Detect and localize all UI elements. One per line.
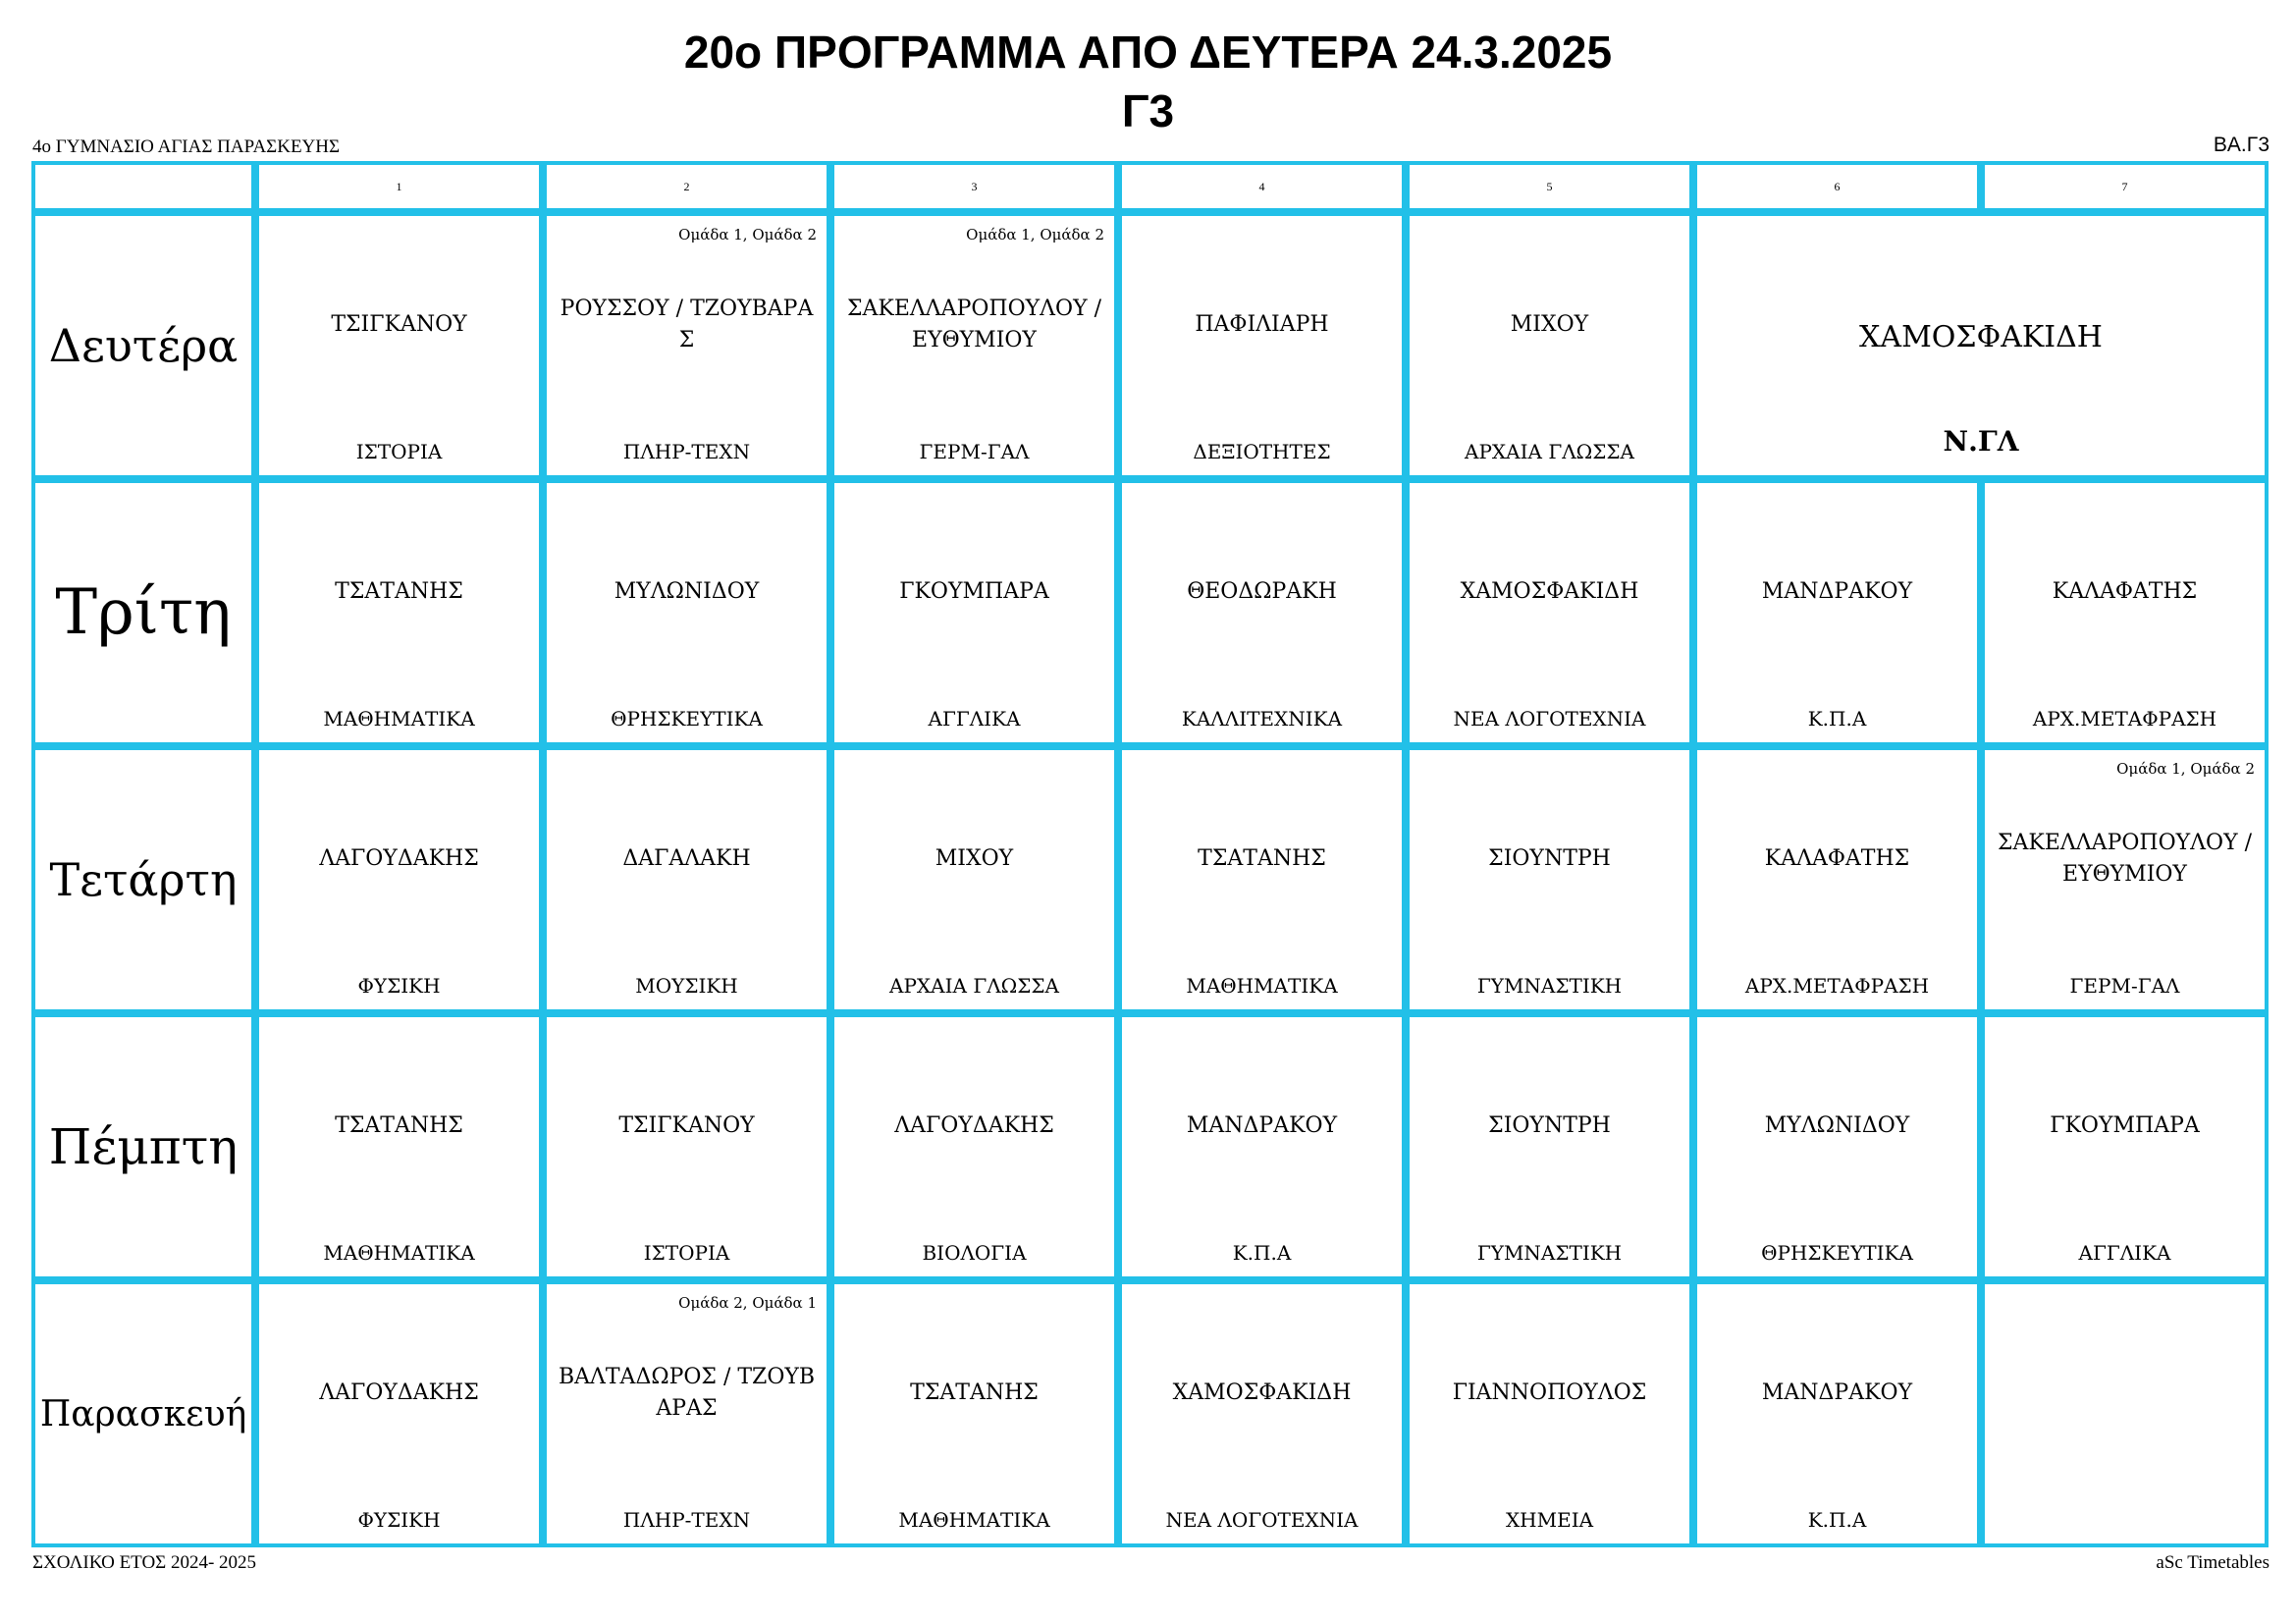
class-code: ΒΑ.Γ3 <box>2213 134 2269 156</box>
lesson-cell <box>543 479 830 746</box>
lesson-cell <box>1118 212 1406 479</box>
lesson-cell <box>1406 1280 1693 1547</box>
lesson-cell <box>1693 479 1981 746</box>
teacher-name: ΤΣΑΤΑΝΗΣ <box>910 1380 1039 1405</box>
lesson-cell <box>830 479 1118 746</box>
lesson-cell <box>830 1013 1118 1280</box>
subject-name: ΒΙΟΛΟΓΙΑ <box>922 1241 1027 1265</box>
class-name: Γ3 <box>1121 85 1175 136</box>
corner-cell <box>31 161 255 212</box>
subject-name: ΠΛΗΡ-ΤΕΧΝ <box>622 440 751 463</box>
lesson-cell <box>1406 1013 1693 1280</box>
subject-name: Κ.Π.Α <box>1232 1241 1292 1265</box>
lesson-cell <box>1981 479 2269 746</box>
lesson-cell <box>255 746 543 1013</box>
subject-name: ΜΑΘΗΜΑΤΙΚΑ <box>1186 974 1338 998</box>
subject-name: ΙΣΤΟΡΙΑ <box>643 1241 730 1265</box>
teacher-name: ΤΣΙΓΚΑΝΟΥ <box>618 1112 755 1138</box>
teacher-name: ΓΚΟΥΜΠΑΡΑ <box>899 578 1049 604</box>
teacher-name: ΡΟΥΣΣΟΥ / ΤΖΟΥΒΑΡΑΣ <box>560 296 814 352</box>
subject-name: ΓΕΡΜ-ΓΑΛ <box>2069 974 2180 998</box>
lesson-cell <box>1693 212 2269 479</box>
lesson-cell <box>830 746 1118 1013</box>
lesson-cell <box>1118 1013 1406 1280</box>
subject-name: ΑΡΧΑΙΑ ΓΛΩΣΣΑ <box>1465 440 1634 463</box>
lesson-cell <box>1118 746 1406 1013</box>
teacher-name: ΜΑΝΔΡΑΚΟΥ <box>1761 578 1913 604</box>
day-label: Τρίτη <box>31 479 255 746</box>
subject-name: ΑΡΧ.ΜΕΤΑΦΡΑΣΗ <box>2032 707 2217 730</box>
teacher-name: ΜΑΝΔΡΑΚΟΥ <box>1186 1112 1338 1138</box>
teacher-name: ΧΑΜΟΣΦΑΚΙΔΗ <box>1460 578 1639 604</box>
teacher-name: ΤΣΑΤΑΝΗΣ <box>1198 845 1326 871</box>
teacher-name: ΜΥΛΩΝΙΔΟΥ <box>614 578 760 604</box>
lesson-cell <box>1693 746 1981 1013</box>
day-label: Τετάρτη <box>31 746 255 1013</box>
day-label: Παρασκευή <box>31 1280 255 1547</box>
teacher-name: ΔΑΓΑΛΑΚΗ <box>622 845 751 871</box>
teacher-name: ΓΙΑΝΝΟΠΟΥΛΟΣ <box>1452 1380 1647 1405</box>
teacher-name: ΜΥΛΩΝΙΔΟΥ <box>1764 1112 1910 1138</box>
school-year: ΣΧΟΛΙΚΟ ΕΤΟΣ 2024- 2025 <box>32 1552 257 1573</box>
subject-name: ΠΛΗΡ-ΤΕΧΝ <box>622 1508 751 1532</box>
teacher-name: ΒΑΛΤΑΔΩΡΟΣ / ΤΖΟΥΒΑΡΑΣ <box>558 1364 816 1421</box>
subject-name: ΝΕΑ ΛΟΓΟΤΕΧΝΙΑ <box>1165 1508 1359 1532</box>
teacher-name: ΚΑΛΑΦΑΤΗΣ <box>2052 578 2198 604</box>
teacher-name: ΛΑΓΟΥΔΑΚΗΣ <box>319 1380 479 1405</box>
subject-name: ΜΑΘΗΜΑΤΙΚΑ <box>323 1241 475 1265</box>
lesson-cell <box>1981 746 2269 1013</box>
lesson-cell <box>1118 479 1406 746</box>
group-note: Ομάδα 2, Ομάδα 1 <box>678 1294 817 1312</box>
teacher-name: ΧΑΜΟΣΦΑΚΙΔΗ <box>1172 1380 1352 1405</box>
period-header: 5 <box>1406 161 1693 212</box>
teacher-name: ΓΚΟΥΜΠΑΡΑ <box>2050 1112 2200 1138</box>
teacher-name: ΣΑΚΕΛΛΑΡΟΠΟΥΛΟΥ / ΕΥΘΥΜΙΟΥ <box>1997 830 2253 887</box>
day-label: Πέμπτη <box>31 1013 255 1280</box>
subject-name: ΘΡΗΣΚΕΥΤΙΚΑ <box>611 707 763 730</box>
teacher-name: ΤΣΙΓΚΑΝΟΥ <box>331 311 467 337</box>
period-header: 1 <box>255 161 543 212</box>
teacher-name: ΜΙΧΟΥ <box>934 845 1014 871</box>
teacher-name: ΘΕΟΔΩΡΑΚΗ <box>1187 578 1337 604</box>
subject-name: ΑΡΧ.ΜΕΤΑΦΡΑΣΗ <box>1744 974 1930 998</box>
lesson-cell <box>543 1280 830 1547</box>
subject-name: ΦΥΣΙΚΗ <box>357 1508 441 1532</box>
lesson-cell <box>255 479 543 746</box>
period-header: 2 <box>543 161 830 212</box>
subject-name: ΜΑΘΗΜΑΤΙΚΑ <box>323 707 475 730</box>
day-label: Δευτέρα <box>31 212 255 479</box>
lesson-cell <box>830 212 1118 479</box>
subject-name: ΓΕΡΜ-ΓΑΛ <box>919 440 1030 463</box>
subject-name: ΘΡΗΣΚΕΥΤΙΚΑ <box>1761 1241 1913 1265</box>
teacher-name: ΣΑΚΕΛΛΑΡΟΠΟΥΛΟΥ / ΕΥΘΥΜΙΟΥ <box>846 296 1102 352</box>
subject-name: ΜΟΥΣΙΚΗ <box>635 974 738 998</box>
lesson-cell <box>1693 1013 1981 1280</box>
subject-name: ΙΣΤΟΡΙΑ <box>355 440 443 463</box>
lesson-cell <box>1406 746 1693 1013</box>
lesson-cell <box>1118 1280 1406 1547</box>
teacher-name: ΤΣΑΤΑΝΗΣ <box>335 1112 463 1138</box>
teacher-name: ΛΑΓΟΥΔΑΚΗΣ <box>894 1112 1054 1138</box>
lesson-cell <box>1981 1013 2269 1280</box>
lesson-cell <box>1981 1280 2269 1547</box>
teacher-name: ΚΑΛΑΦΑΤΗΣ <box>1764 845 1910 871</box>
lesson-cell <box>1406 212 1693 479</box>
subject-name: ΓΥΜΝΑΣΤΙΚΗ <box>1476 974 1623 998</box>
lesson-cell <box>255 1280 543 1547</box>
teacher-name: ΛΑΓΟΥΔΑΚΗΣ <box>319 845 479 871</box>
teacher-name: ΜΙΧΟΥ <box>1510 311 1589 337</box>
lesson-cell <box>1406 479 1693 746</box>
subject-name: ΦΥΣΙΚΗ <box>357 974 441 998</box>
teacher-name: ΧΑΜΟΣΦΑΚΙΔΗ <box>1859 320 2103 355</box>
period-header: 4 <box>1118 161 1406 212</box>
page-title: 20ο ΠΡΟΓΡΑΜΜΑ ΑΠΟ ΔΕΥΤΕΡΑ 24.3.2025 <box>683 27 1613 78</box>
timetable-grid <box>31 161 2270 1546</box>
teacher-name: ΣΙΟΥΝΤΡΗ <box>1488 845 1611 871</box>
subject-name: Κ.Π.Α <box>1807 707 1867 730</box>
lesson-cell <box>543 212 830 479</box>
teacher-name: ΜΑΝΔΡΑΚΟΥ <box>1761 1380 1913 1405</box>
lesson-cell <box>543 746 830 1013</box>
period-header: 6 <box>1693 161 1981 212</box>
subject-name: ΑΡΧΑΙΑ ΓΛΩΣΣΑ <box>889 974 1059 998</box>
group-note: Ομάδα 1, Ομάδα 2 <box>678 226 817 243</box>
subject-name: ΓΥΜΝΑΣΤΙΚΗ <box>1476 1241 1623 1265</box>
subject-name: Ν.ΓΛ <box>1943 425 2019 458</box>
software-credit: aSc Timetables <box>2156 1552 2269 1573</box>
lesson-cell <box>543 1013 830 1280</box>
lesson-cell <box>830 1280 1118 1547</box>
group-note: Ομάδα 1, Ομάδα 2 <box>966 226 1104 243</box>
lesson-cell <box>1693 1280 1981 1547</box>
teacher-name: ΣΙΟΥΝΤΡΗ <box>1488 1112 1611 1138</box>
subject-name: ΑΓΓΛΙΚΑ <box>2078 1241 2171 1265</box>
lesson-cell <box>255 1013 543 1280</box>
subject-name: ΔΕΞΙΟΤΗΤΕΣ <box>1193 440 1331 463</box>
school-name: 4ο ΓΥΜΝΑΣΙΟ ΑΓΙΑΣ ΠΑΡΑΣΚΕΥΗΣ <box>32 136 341 157</box>
subject-name: ΚΑΛΛΙΤΕΧΝΙΚΑ <box>1181 707 1343 730</box>
subject-name: ΝΕΑ ΛΟΓΟΤΕΧΝΙΑ <box>1453 707 1646 730</box>
teacher-name: ΤΣΑΤΑΝΗΣ <box>335 578 463 604</box>
subject-name: Κ.Π.Α <box>1807 1508 1867 1532</box>
lesson-cell <box>255 212 543 479</box>
subject-name: ΑΓΓΛΙΚΑ <box>928 707 1021 730</box>
teacher-name: ΠΑΦΙΛΙΑΡΗ <box>1195 311 1329 337</box>
subject-name: ΜΑΘΗΜΑΤΙΚΑ <box>898 1508 1050 1532</box>
subject-name: ΧΗΜΕΙΑ <box>1505 1508 1594 1532</box>
period-header: 7 <box>1981 161 2269 212</box>
period-header: 3 <box>830 161 1118 212</box>
group-note: Ομάδα 1, Ομάδα 2 <box>2116 760 2255 778</box>
